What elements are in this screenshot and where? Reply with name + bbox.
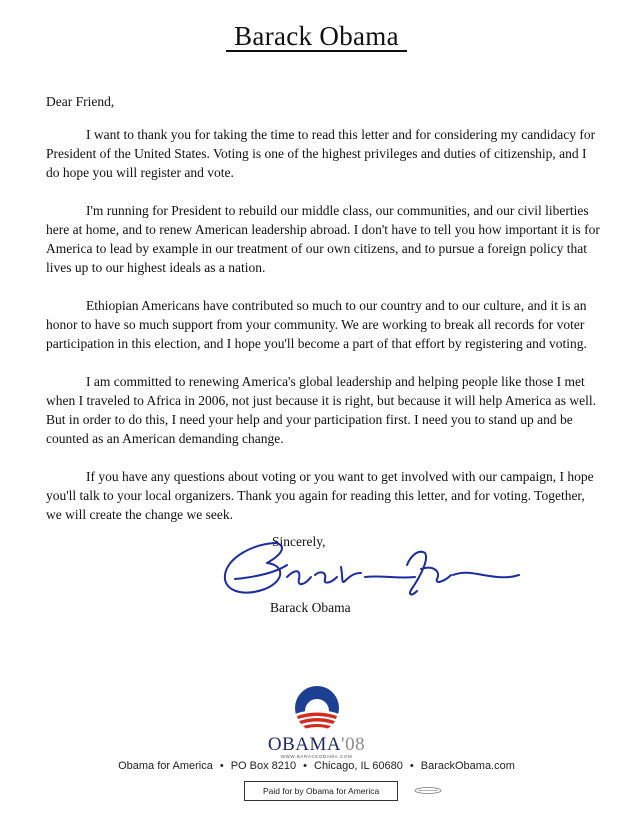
paid-for-disclaimer: Paid for by Obama for America [244,781,398,801]
paragraph-4: I am committed to renewing America's global leadership and helping people like those I met when I traveled to Africa in 2006, not just because it is right, but because it will help America as well. But in order to do this, I need your help and your participation first. I need you to stand up and be counted as an American demanding change. [46,374,596,446]
logo-year: '08 [341,734,366,755]
bullet-separator: • [219,760,224,772]
letter-body [46,92,602,543]
footer-org: Obama for America [118,760,213,772]
bullet-separator: • [303,760,307,772]
bullet-separator: • [409,760,414,772]
logo-wordmark [0,734,633,756]
letterhead-name: Barack Obama [226,22,407,52]
paragraph-5: If you have any questions about voting or you want to get involved with our campaign, I hope you'll talk to your local organizers. Thank you again for reading this letter, and for voting. Together, we will create the change we seek. [46,469,594,522]
paragraph-3: Ethiopian Americans have contributed so much to our country and to our culture, and it is an honor to have so much support from your community. We are working to break all records for voter participation in this election, and I hope you'll become a part of that effort by registering and voting. [46,298,587,351]
salutation: Dear Friend, [46,94,115,109]
rising-sun-logo-icon [293,684,341,732]
paragraph-2: I'm running for President to rebuild our middle class, our communities, and our civil liberties here at home, and to renew American leadership abroad. I don't have to tell you how important it is for America to lead by example in our treatment of our own citizens, and to pursue a foreign policy that lives up to our highest ideals as a nation. [46,203,600,275]
closing: Sincerely, [272,534,326,549]
letterhead [0,22,633,52]
logo-wordmark-text: OBAMA [267,734,342,755]
paragraph-1: I want to thank you for taking the time to read this letter and for considering my candidacy for President of the United States. Voting is one of the highest privileges and duties of citizenship, and I do hope you will register and vote. [46,127,596,180]
footer-po-box: PO Box 8210 [230,760,297,772]
logo-url: WWW.BARACKOBAMA.COM [280,754,353,759]
union-bug-icon [414,787,442,794]
footer-address [0,760,633,772]
campaign-logo [0,684,633,759]
handwritten-signature [215,535,525,610]
footer-website: BarackObama.com [420,760,515,772]
footer-city: Chicago, IL 60680 [314,760,403,772]
signer-name: Barack Obama [270,600,351,615]
